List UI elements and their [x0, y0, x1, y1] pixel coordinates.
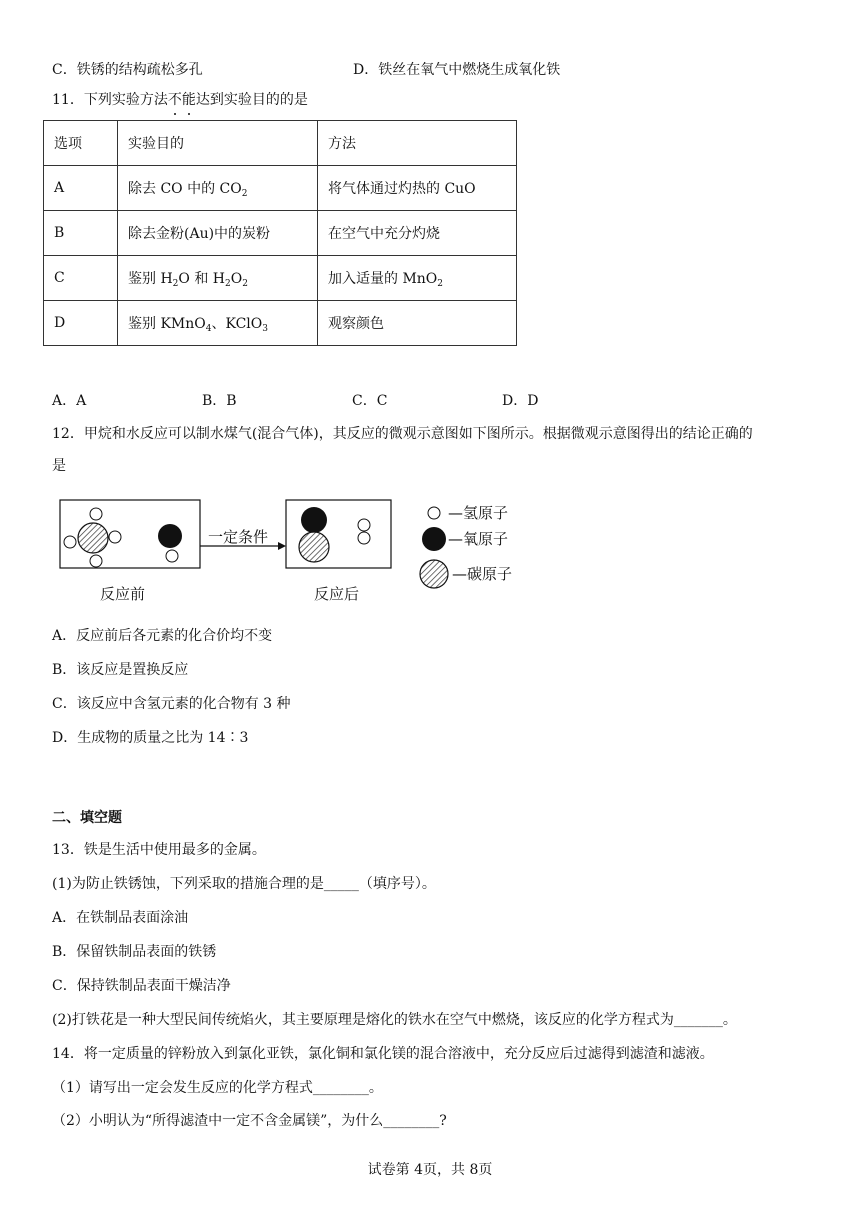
q13-stem: 13．铁是生活中使用最多的金属。: [52, 842, 266, 858]
carbon-atom: [78, 523, 108, 553]
legend-carbon-label: —碳原子: [452, 565, 513, 583]
row-purpose: 除去金粉(Au)中的炭粉: [118, 211, 318, 256]
row-option: A: [44, 166, 118, 211]
q13-option-c: C．保持铁制品表面干燥洁净: [52, 978, 231, 994]
header-method: 方法: [318, 121, 517, 166]
hydrogen-atom: [358, 532, 370, 544]
q12-option-b: B．该反应是置换反应: [52, 662, 189, 678]
legend-oxygen-icon: [422, 527, 446, 551]
hydrogen-atom: [109, 531, 121, 543]
section-title: 二、填空题: [52, 810, 122, 826]
table-row: [44, 301, 517, 346]
oxygen-atom: [301, 507, 327, 533]
condition-label: 一定条件: [208, 528, 269, 546]
emphasis-dot: 能: [181, 92, 196, 108]
row-method: 加入适量的 MnO$_2$: [318, 256, 517, 301]
legend-hydrogen-label: —氢原子: [448, 504, 509, 522]
q12-option-a: A．反应前后各元素的化合价均不变: [52, 628, 273, 644]
q14-stem: 14．将一定质量的锌粉放入到氯化亚铁，氯化铜和氯化镁的混合溶液中，充分反应后过滤得到滤渣和滤液。: [52, 1046, 714, 1062]
table-header-row: [44, 121, 517, 166]
legend-oxygen-label: —氧原子: [448, 530, 509, 548]
q13-part2: (2)打铁花是一种大型民间传统焰火，其主要原理是熔化的铁水在空气中燃烧，该反应的化学方程式为_______。: [52, 1012, 737, 1028]
q13-option-a: A．在铁制品表面涂油: [52, 910, 189, 926]
q10-option-d: D．铁丝在氧气中燃烧生成氧化铁: [353, 62, 561, 78]
q10-option-c: C．铁锈的结构疏松多孔: [52, 62, 203, 78]
q11-table: [43, 120, 517, 346]
hydrogen-atom: [166, 550, 178, 562]
row-purpose: 除去 CO 中的 $CO_2$: [118, 166, 318, 211]
q12-stem-line1: 12．甲烷和水反应可以制水煤气(混合气体)，其反应的微观示意图如下图所示。根据微观示意图得出的结论正确的: [52, 426, 753, 442]
legend-hydrogen-icon: [428, 507, 440, 519]
hydrogen-atom: [358, 519, 370, 531]
arrow-head: [278, 542, 286, 550]
q11-option-d: D．D: [502, 393, 539, 409]
q11-option-b: B．B: [202, 393, 237, 409]
row-option: D: [44, 301, 118, 346]
hydrogen-atom: [90, 555, 102, 567]
row-option: C: [44, 256, 118, 301]
header-option: 选项: [44, 121, 118, 166]
q12-option-c: C．该反应中含氢元素的化合物有 3 种: [52, 696, 291, 712]
before-label: 反应前: [100, 585, 146, 603]
q11-option-c: C．C: [352, 393, 388, 409]
row-method: 在空气中充分灼烧: [318, 211, 517, 256]
header-purpose: 实验目的: [118, 121, 318, 166]
q13-part1: (1)为防止铁锈蚀，下列采取的措施合理的是_____（填序号）。: [52, 876, 436, 892]
table-row: [44, 166, 517, 211]
row-method: 将气体通过灼热的 CuO: [318, 166, 517, 211]
row-purpose: 鉴别 $H_2O$ 和 $H_2O_2$: [118, 256, 318, 301]
q14-part2: （2）小明认为“所得滤渣中一定不含金属镁”，为什么________?: [52, 1113, 447, 1129]
carbon-atom: [299, 532, 329, 562]
page-footer: 试卷第 4页，共 8页: [367, 1162, 493, 1178]
after-box: [286, 500, 391, 568]
q14-part1: （1）请写出一定会发生反应的化学方程式________。: [52, 1080, 383, 1096]
row-option: B: [44, 211, 118, 256]
q13-option-b: B．保留铁制品表面的铁锈: [52, 944, 217, 960]
oxygen-atom: [158, 524, 182, 548]
q12-stem-line2: 是: [52, 458, 66, 474]
q12-option-d: D．生成物的质量之比为 14∶3: [52, 730, 249, 746]
emphasis-dot: 不: [167, 92, 182, 108]
row-purpose: 鉴别 KMnO$_4$、KClO$_3$: [118, 301, 318, 346]
hydrogen-atom: [90, 508, 102, 520]
hydrogen-atom: [64, 536, 76, 548]
row-method: 观察颜色: [318, 301, 517, 346]
after-label: 反应后: [314, 585, 360, 603]
q11-stem: 11．下列实验方法不能达到实验目的的是: [52, 92, 308, 108]
table-row: [44, 256, 517, 301]
q11-option-a: A．A: [52, 393, 87, 409]
reaction-diagram: [50, 492, 530, 607]
legend-carbon-icon: [420, 560, 448, 588]
table-row: [44, 211, 517, 256]
